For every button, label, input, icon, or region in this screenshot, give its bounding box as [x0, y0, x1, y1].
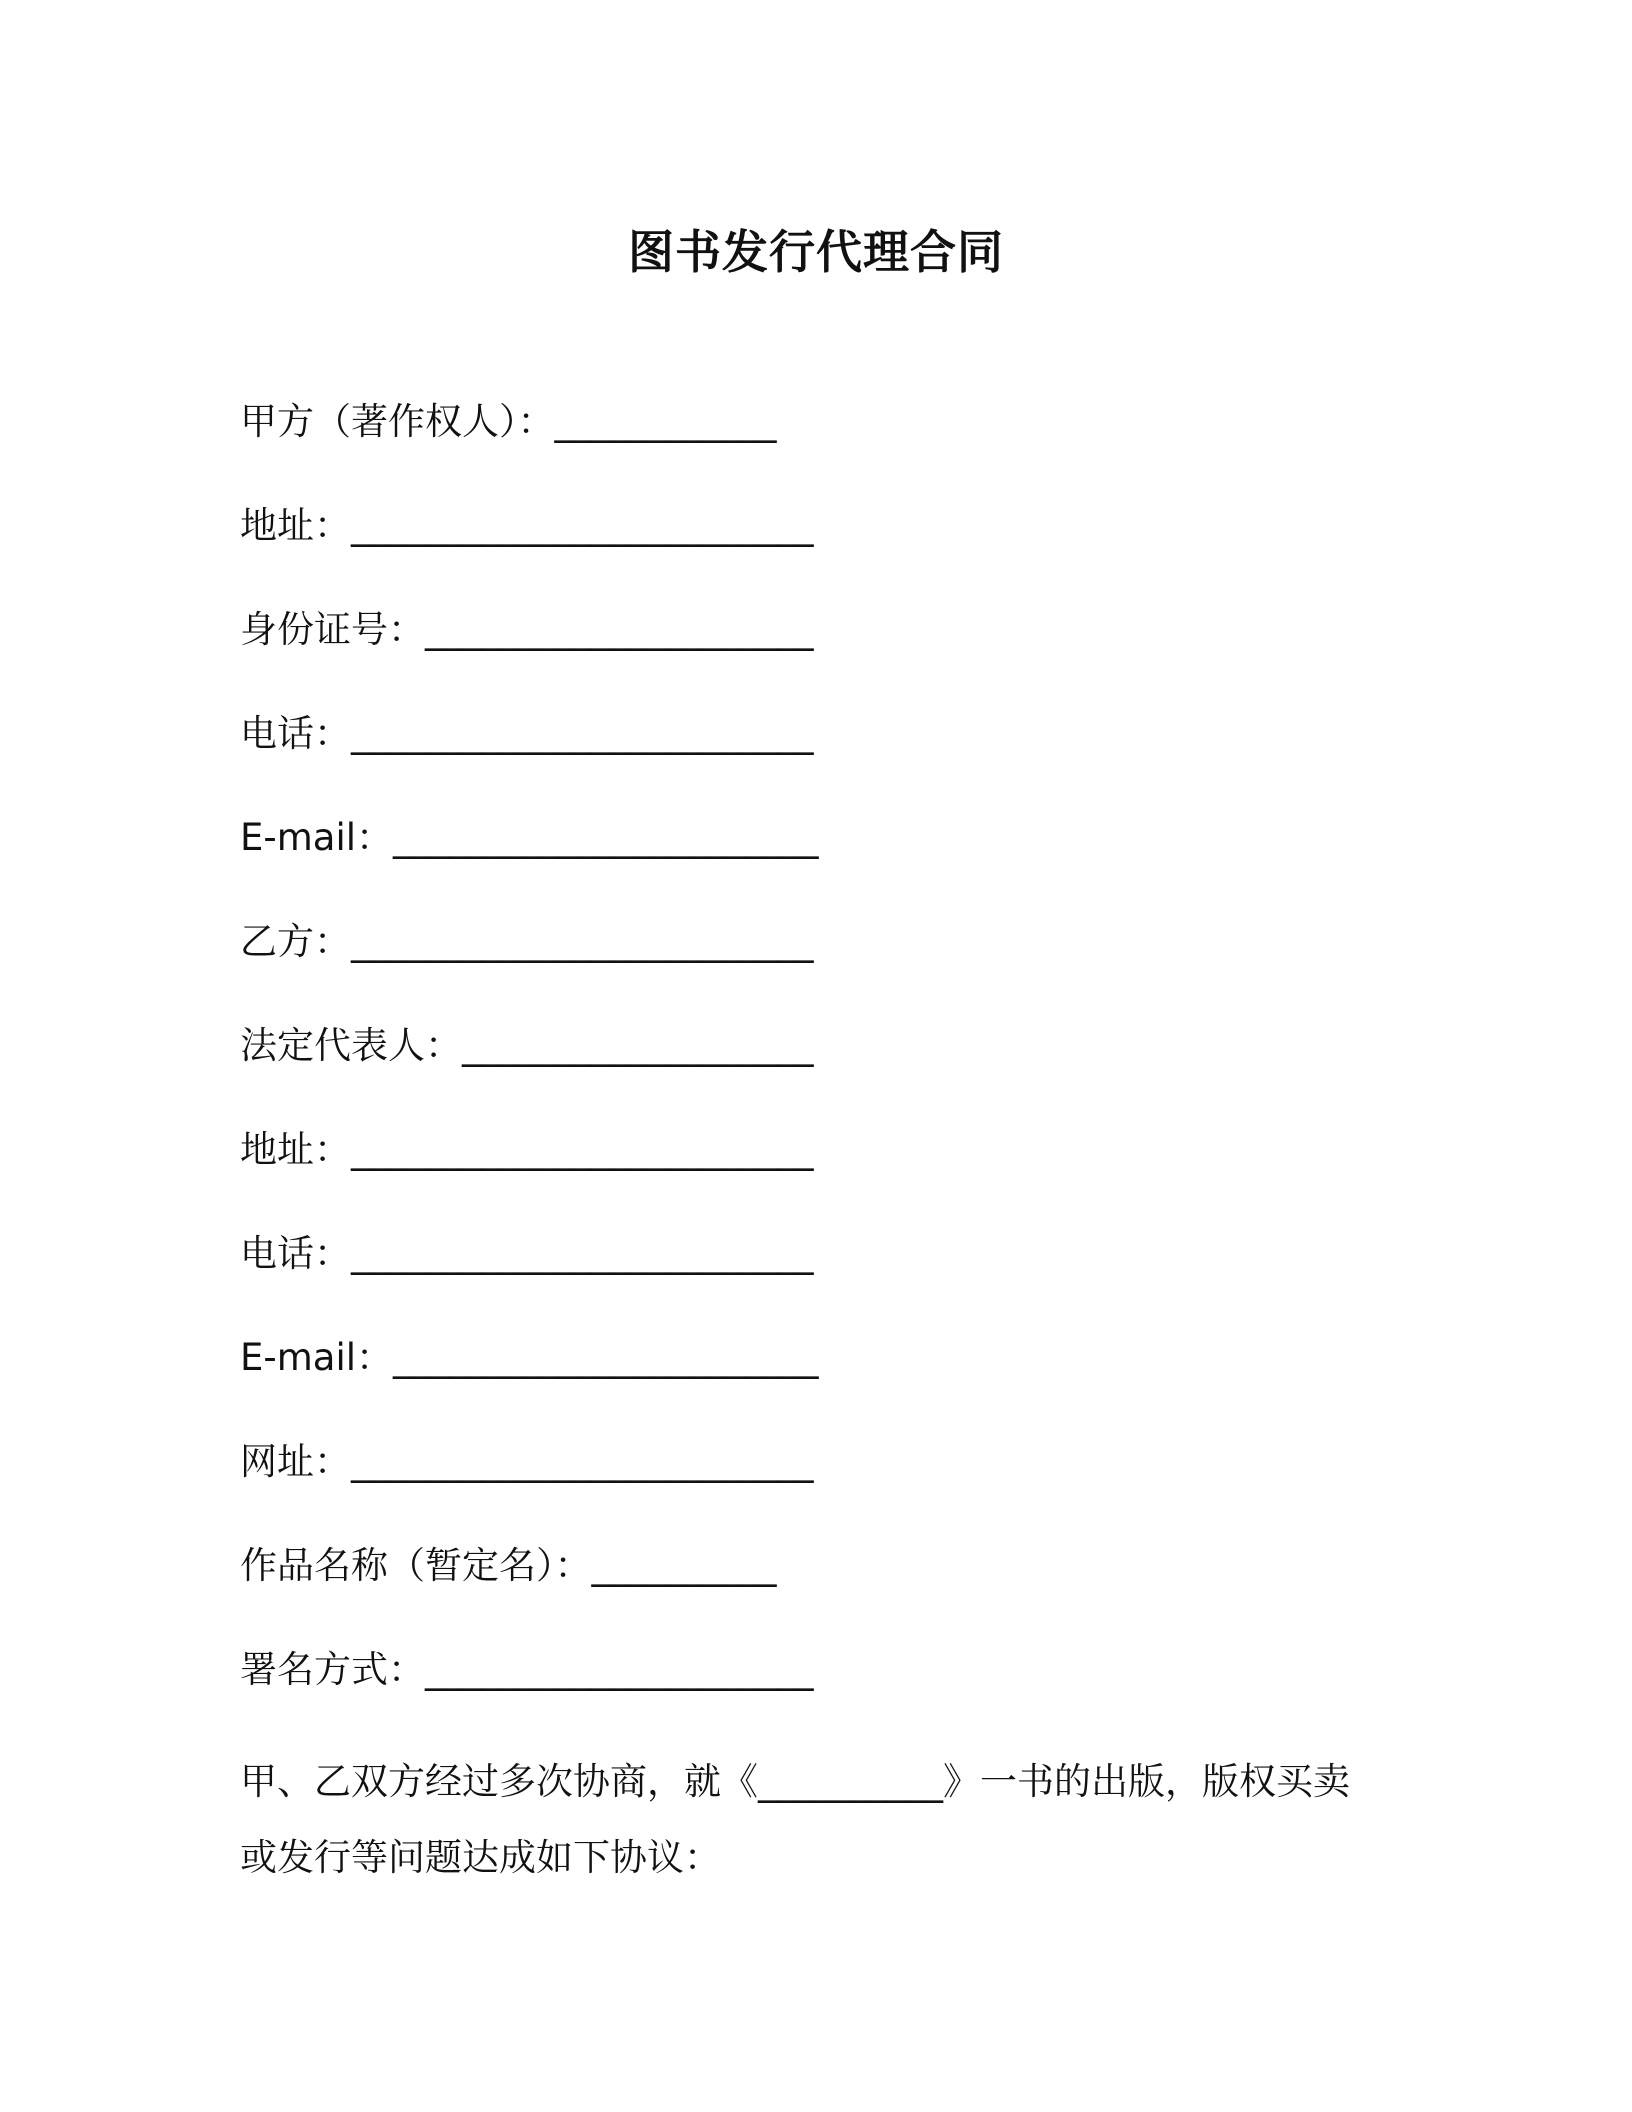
field-work-title	[240, 1538, 1440, 1642]
field-party-b	[240, 914, 1440, 1018]
field-label: 网址：	[240, 1440, 351, 1483]
field-party-a-address	[240, 498, 1440, 602]
field-blank: _______________________	[393, 816, 819, 859]
paragraph-line: 甲、乙双方经过多次协商，就《__________》一书的出版，版权买卖	[240, 1760, 1350, 1803]
field-party-b-email	[240, 1330, 1440, 1434]
agreement-intro-paragraph	[240, 1744, 1420, 1896]
paragraph-line: 或发行等问题达成如下协议：	[240, 1836, 721, 1879]
field-attribution	[240, 1642, 1440, 1746]
field-blank: _________________________	[351, 504, 814, 547]
field-label: 作品名称（暂定名）：	[240, 1544, 592, 1587]
field-blank: ____________	[554, 400, 777, 443]
field-party-b-phone	[240, 1226, 1440, 1330]
field-party-b-address	[240, 1122, 1440, 1226]
party-info-fields	[240, 394, 1440, 1746]
field-label: E-mail：	[240, 816, 394, 859]
field-label: 甲方（著作权人）：	[240, 400, 555, 443]
field-blank: _________________________	[351, 920, 814, 963]
field-label: 电话：	[240, 712, 351, 755]
field-party-b-legal-rep	[240, 1018, 1440, 1122]
field-blank: _________________________	[351, 1232, 814, 1275]
field-blank: _____________________	[425, 608, 814, 651]
field-label: 地址：	[240, 504, 351, 547]
field-blank: _________________________	[351, 1128, 814, 1171]
field-party-a-phone	[240, 706, 1440, 810]
field-label: 电话：	[240, 1232, 351, 1275]
field-blank: ___________________	[462, 1024, 814, 1067]
field-label: 署名方式：	[240, 1648, 425, 1691]
field-party-b-website	[240, 1434, 1440, 1538]
field-blank: _________________________	[351, 712, 814, 755]
field-label: E-mail：	[240, 1336, 394, 1379]
field-party-a	[240, 394, 1440, 498]
document-title: 图书发行代理合同	[628, 225, 1004, 279]
field-blank: __________	[591, 1544, 777, 1587]
field-label: 乙方：	[240, 920, 351, 963]
field-blank: _________________________	[351, 1440, 814, 1483]
field-party-a-id-number	[240, 602, 1440, 706]
field-label: 法定代表人：	[240, 1024, 462, 1067]
field-label: 地址：	[240, 1128, 351, 1171]
field-blank: _____________________	[425, 1648, 814, 1691]
field-label: 身份证号：	[240, 608, 425, 651]
field-party-a-email	[240, 810, 1440, 914]
field-blank: _______________________	[393, 1336, 819, 1379]
